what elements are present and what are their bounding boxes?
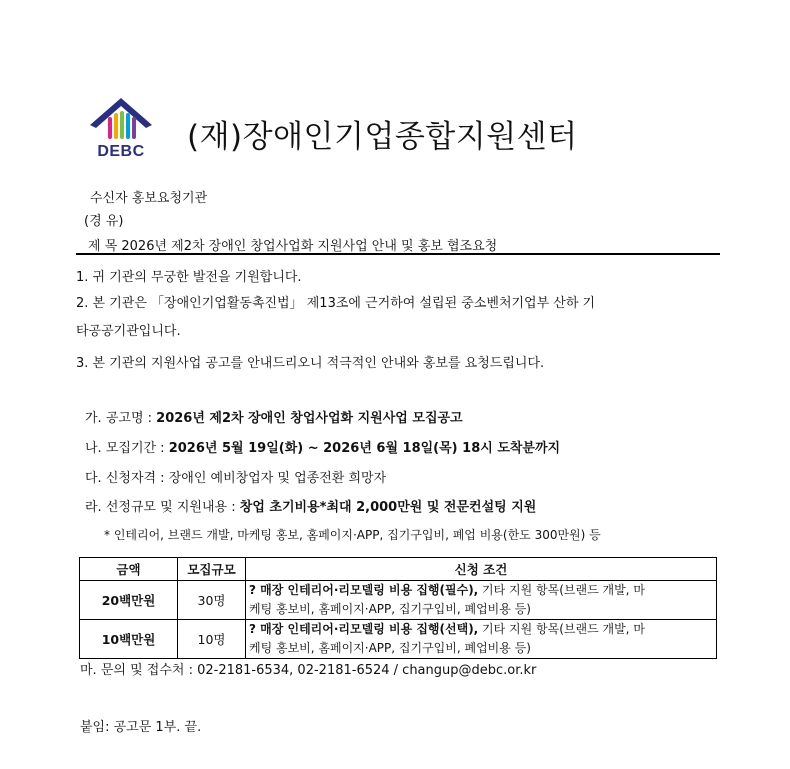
table-row: [80, 620, 717, 659]
condition-bold: ? 매장 인테리어·리모델링 비용 집행(필수),: [249, 583, 479, 597]
item-ra: [85, 496, 536, 515]
table-header-row: [80, 558, 717, 581]
recipient: 수신자 홍보요청기관: [90, 191, 208, 206]
paragraph-2a: 2. 본 기관은 「장애인기업활동촉진법」 제13조에 근거하여 설립된 중소벤처기업부 산하 기: [76, 296, 596, 311]
table-header-amount: 금액: [80, 558, 178, 581]
subject: 제 목 2026년 제2차 장애인 창업사업화 지원사업 안내 및 홍보 협조요청: [88, 239, 498, 254]
table-cell-count: 10명: [178, 620, 246, 659]
item-da: 다. 신청자격 : 장애인 예비창업자 및 업종전환 희망자: [85, 471, 387, 486]
item-ga: [85, 407, 463, 426]
org-title: (재)장애인기업종합지원센터: [187, 119, 578, 155]
paragraph-3: 3. 본 기관의 지원사업 공고를 안내드리오니 적극적인 안내와 홍보를 요청드립니다.: [76, 356, 545, 371]
logo-text: DEBC: [97, 143, 145, 160]
subject-divider: [76, 253, 720, 255]
via: (경 유): [84, 214, 124, 229]
paragraph-2b: 타공공기관입니다.: [76, 324, 181, 339]
table-cell-count: 30명: [178, 581, 246, 620]
condition-rest: 기타 지원 항목(브랜드 개발, 마: [478, 583, 645, 597]
table-header-condition: 신청 조건: [246, 558, 717, 581]
item-ra-label: 라. 선정규모 및 지원내용 :: [85, 500, 240, 515]
table-cell-condition: [246, 620, 717, 659]
condition-rest: 기타 지원 항목(브랜드 개발, 마: [478, 622, 645, 636]
table-cell-amount: 20백만원: [80, 581, 178, 620]
table-cell-amount: 10백만원: [80, 620, 178, 659]
item-ga-value: 2026년 제2차 장애인 창업사업화 지원사업 모집공고: [156, 411, 463, 426]
condition-bold: ? 매장 인테리어·리모델링 비용 집행(선택),: [249, 622, 479, 636]
logo-mark-icon: [86, 95, 156, 145]
paragraph-1: 1. 귀 기관의 무궁한 발전을 기원합니다.: [76, 270, 302, 285]
item-ra-value: 창업 초기비용*최대 2,000만원 및 전문컨설팅 지원: [239, 500, 537, 515]
item-ga-label: 가. 공고명 :: [85, 411, 157, 426]
table-header-count: 모집규모: [178, 558, 246, 581]
table-row: [80, 581, 717, 620]
attachment: 붙임: 공고문 1부. 끝.: [80, 720, 202, 735]
condition-line2: 케팅 홍보비, 홈페이지·APP, 집기구입비, 폐업비용 등): [249, 641, 531, 655]
item-na-value: 2026년 5월 19일(화) ~ 2026년 6월 18일(목) 18시 도착분까지: [168, 441, 561, 456]
contact-info: 마. 문의 및 접수처 : 02-2181-6534, 02-2181-6524 / changup@debc.or.kr: [80, 663, 537, 678]
condition-line2: 케팅 홍보비, 홈페이지·APP, 집기구입비, 폐업비용 등): [249, 602, 531, 616]
table-cell-condition: [246, 581, 717, 620]
item-note: * 인테리어, 브랜드 개발, 마케팅 홍보, 홈페이지·APP, 집기구입비, 폐업 비용(한도 300만원) 등: [104, 528, 601, 542]
item-na-label: 나. 모집기간 :: [85, 441, 169, 456]
debc-logo: [86, 95, 156, 163]
item-na: [85, 437, 560, 456]
conditions-table: [79, 557, 717, 659]
